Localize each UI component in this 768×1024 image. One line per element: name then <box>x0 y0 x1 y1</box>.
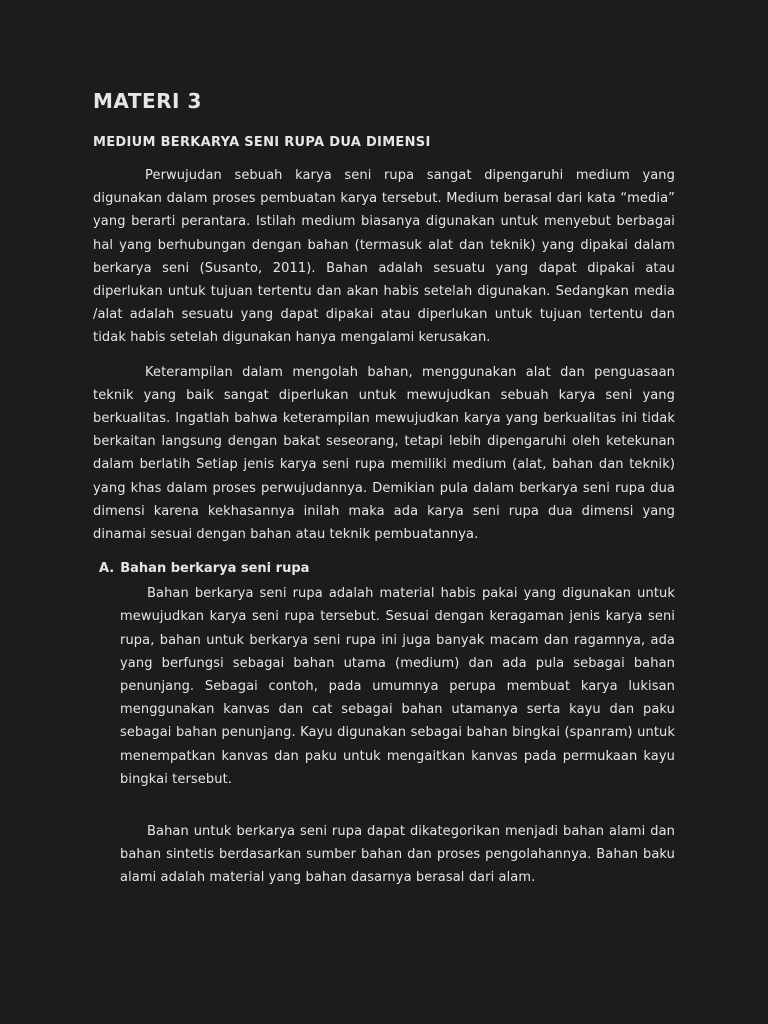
paragraph-spacer <box>120 802 675 820</box>
intro-paragraph-1: Perwujudan sebuah karya seni rupa sangat dipengaruhi medium yang digunakan dalam proses pembuatan karya tersebut. Medium berasal dari kata “media” yang berarti perantara. Istilah medium biasanya digunakan untuk menyebut berbagai hal yang berhubungan dengan bahan (termasuk alat dan teknik) yang dipakai dalam berkarya seni (Susanto, 2011). Bahan adalah sesuatu yang dapat dipakai atau diperlukan untuk tujuan tertentu dan akan habis setelah digunakan. Sedangkan media /alat adalah sesuatu yang dapat dipakai atau diperlukan untuk tujuan tertentu dan tidak habis setelah digunakan hanya mengalami kerusakan. <box>93 168 675 346</box>
section-a-paragraph-1: Bahan berkarya seni rupa adalah material habis pakai yang digunakan untuk mewujudkan karya seni rupa tersebut. Sesuai dengan keragaman jenis karya seni rupa, bahan untuk berkarya seni rupa ini juga banyak macam dan ragamnya, ada yang berfungsi sebagai bahan utama (medium) dan ada pula sebagai bahan penunjang. Sebagai contoh, pada umumnya perupa membuat karya lukisan menggunakan kanvas dan cat sebagai bahan utamanya serta kayu dan paku sebagai bahan penunjang. Kayu digunakan sebagai bahan bingkai (spanram) untuk menempatkan kanvas dan paku untuk mengaitkan kanvas pada permukaan kayu bingkai tersebut. <box>120 586 675 787</box>
section-a-marker: A. <box>99 561 115 577</box>
intro-paragraph-2: Keterampilan dalam mengolah bahan, menggunakan alat dan penguasaan teknik yang baik sangat diperlukan untuk mewujudkan sebuah karya seni yang berkualitas. Ingatlah bahwa keterampilan mewujudkan karya yang berkualitas ini tidak berkaitan langsung dengan bakat seseorang, tetapi lebih dipengaruhi oleh ketekunan dalam berlatih Setiap jenis karya seni rupa memiliki medium (alat, bahan dan teknik) yang khas dalam proses perwujudannya. Demikian pula dalam berkarya seni rupa dua dimensi karena kekhasannya inilah maka ada karya seni rupa dua dimensi yang dinamai sesuai dengan bahan atau teknik pembuatannya. <box>93 364 675 543</box>
section-a-title: Bahan berkarya seni rupa <box>120 561 310 577</box>
section-a-paragraph-2: Bahan untuk berkarya seni rupa dapat dikategorikan menjadi bahan alami dan bahan sintetis berdasarkan sumber bahan dan proses pengolahannya. Bahan baku alami adalah material yang bahan dasarnya berasal dari alam. <box>120 824 675 886</box>
section-a-heading <box>99 560 675 578</box>
document-title: MATERI 3 <box>93 89 202 113</box>
section-a-body <box>93 582 675 889</box>
document-subtitle: MEDIUM BERKARYA SENI RUPA DUA DIMENSI <box>93 135 431 150</box>
